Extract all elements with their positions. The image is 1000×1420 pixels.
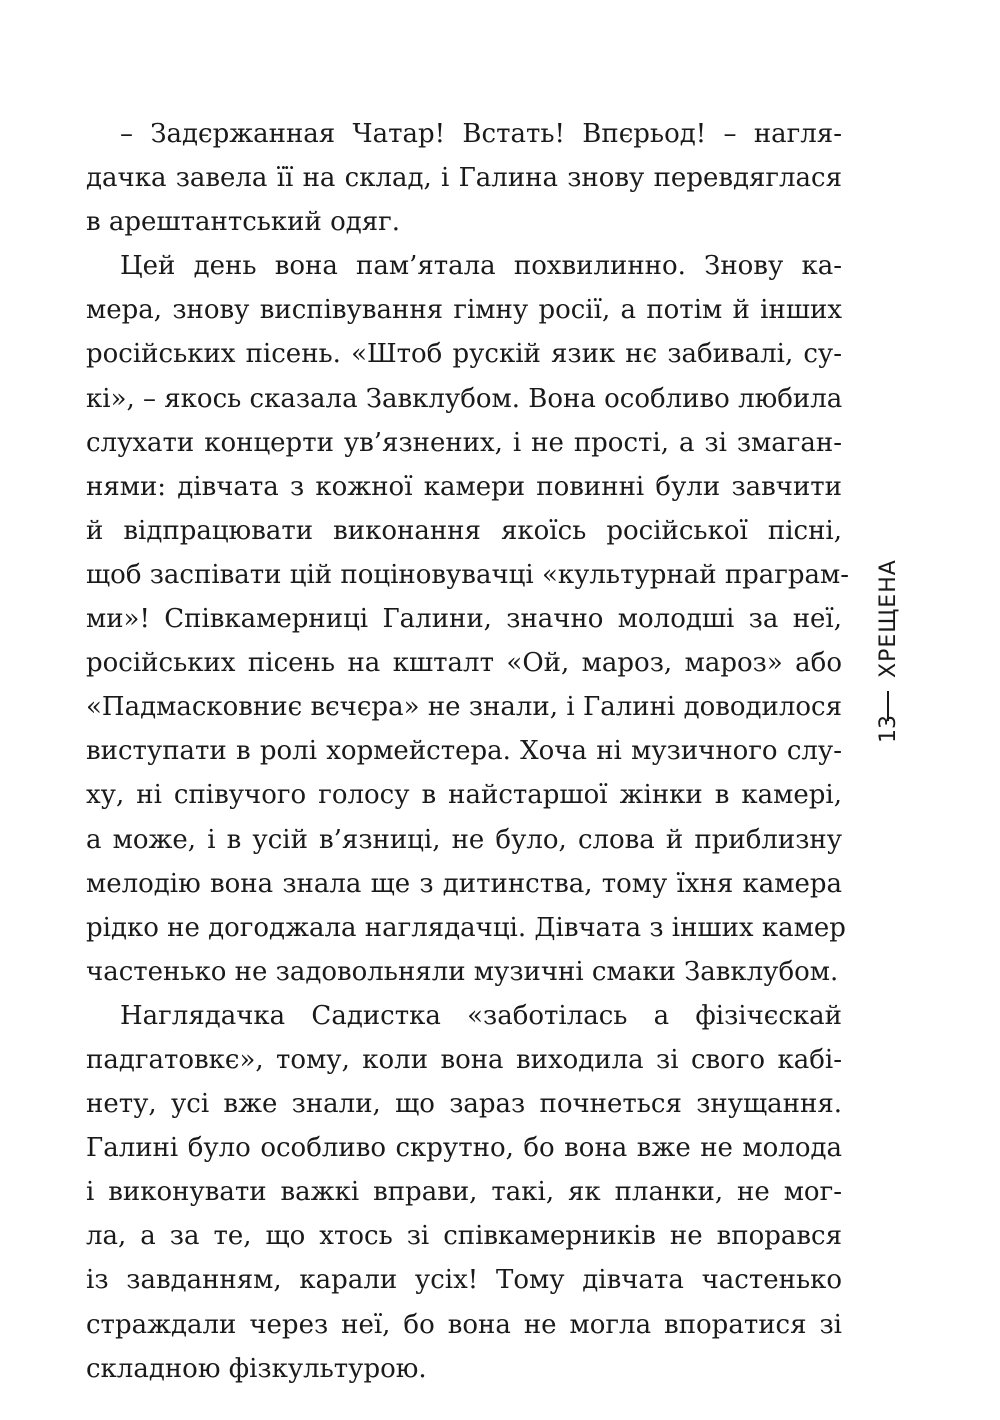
paragraph-2-line-15: мелодію вона знала ще з дитинства, тому їхня камера xyxy=(86,868,842,899)
paragraph-3-line-2: падгатовкє», тому, коли вона виходила зі свого кабі- xyxy=(86,1044,842,1075)
paragraph-2-line-8: щоб заспівати цій поціновувачці «культурнай праграм- xyxy=(86,559,850,590)
paragraph-2-line-16: рідко не догоджала наглядачці. Дівчата з інших камер xyxy=(86,912,846,943)
paragraph-2-line-17: частенько не задовольняли музичні смаки Завклубом. xyxy=(86,956,839,987)
paragraph-3-line-6: ла, а за те, що хтось зі співкамерників не впорався xyxy=(86,1221,842,1252)
paragraph-3-line-3: нету, усі вже знали, що зараз почнеться знущання. xyxy=(86,1089,842,1120)
paragraph-2-line-7: й відпрацювати виконання якоїсь російської пісні, xyxy=(86,515,842,546)
running-head-title: ХРЕЩЕНА xyxy=(876,559,901,679)
paragraph-2-line-1: Цей день вона пам’ятала похвилинно. Знову ка- xyxy=(120,251,842,282)
paragraph-2-line-4: кі», – якось сказала Завклубом. Вона особливо любила xyxy=(86,383,843,414)
paragraph-3-line-1: Наглядачка Садистка «заботілась а фізічєскай xyxy=(120,1000,842,1031)
paragraph-2-line-12: виступати в ролі хормейстера. Хоча ні музичного слу- xyxy=(86,736,842,767)
paragraph-2-line-6: нями: дівчата з кожної камери повинні були завчити xyxy=(86,471,842,502)
paragraph-2-line-9: ми»! Співкамерниці Галини, значно молодші за неї, xyxy=(86,604,842,635)
paragraph-1-line-1: – Задєржанная Чатар! Встать! Впєрьод! – нагля- xyxy=(120,119,842,149)
paragraph-2-line-5: слухати концерти ув’язнених, і не прості, а зі змаган- xyxy=(86,427,842,458)
paragraph-3-line-5: і виконувати важкі вправи, такі, як планки, не мог- xyxy=(86,1177,842,1208)
main-text xyxy=(86,112,850,1391)
paragraph-2-line-2: мера, знову виспівування гімну росії, а потім й інших xyxy=(86,295,842,326)
paragraph-2-line-10: російських пісень на кшталт «Ой, мароз, мароз» або xyxy=(86,648,842,679)
paragraph-2-line-11: «Падмасковниє вєчєра» не знали, і Галині доводилося xyxy=(86,692,842,723)
paragraph-3-line-9: складною фізкультурою. xyxy=(86,1353,427,1384)
paragraph-2-line-3: російських пісень. «Штоб рускій язик нє забивалі, су- xyxy=(86,339,842,370)
paragraph-3-line-4: Галині було особливо скрутно, бо вона вже не молода xyxy=(86,1133,842,1164)
paragraph-2-line-14: а може, і в усій в’язниці, не було, слова й приблизну xyxy=(86,824,842,855)
paragraph-3-line-7: із завданням, карали усіх! Тому дівчата частенько xyxy=(86,1265,842,1296)
page-number: 13 xyxy=(876,715,901,743)
paragraph-3-line-8: страждали через неї, бо вона не могла впоратися зі xyxy=(86,1309,842,1340)
paragraph-2-line-13: ху, ні співучого голосу в найстаршої жінки в камері, xyxy=(86,780,842,811)
paragraph-1-line-3: в арештантський одяг. xyxy=(86,207,401,238)
paragraph-1-line-2: дачка завела її на склад, і Галина знову перевдяглася xyxy=(86,163,842,194)
